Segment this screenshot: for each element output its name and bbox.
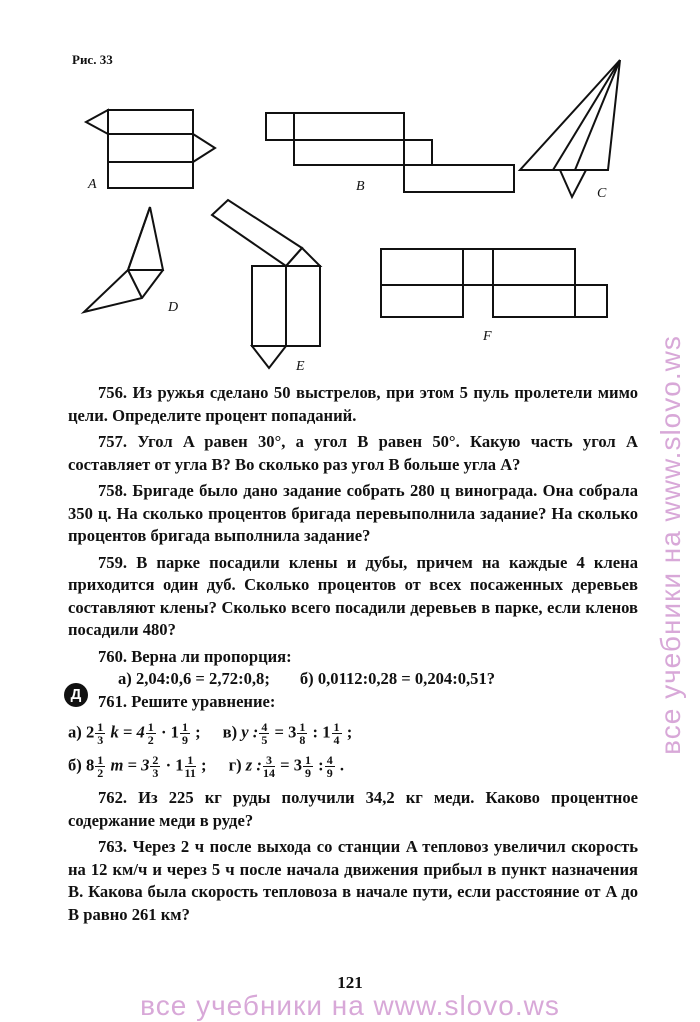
problem-number: 762. (98, 788, 128, 807)
equation-a: а) 2 $\frac{1}{3}$ k = 4 $\frac{1}{2}$ · 1 $\frac{1}{9}$ ; (68, 720, 201, 747)
homework-badge: Д (64, 683, 88, 707)
label-f: F (483, 329, 492, 344)
problem-number: 757. (98, 432, 128, 451)
problem-text: Решите уравнение: (131, 691, 276, 711)
problem-758 (68, 480, 638, 548)
problem-number: 763. (98, 837, 128, 856)
problem-759 (68, 552, 638, 642)
equation-row-2 (68, 754, 638, 779)
problem-text: Верна ли пропорция: (131, 646, 292, 666)
problem-text: В парке посадили клены и дубы, причем на каждые 4 клена приходится один дуб. Сколько процентов от всех посаженных деревьев составляют клены? Сколько всего посадили деревьев в парке, если кленов посадили 480? (68, 552, 638, 639)
net-e (212, 200, 320, 368)
label-e: E (296, 359, 305, 374)
net-f (381, 249, 607, 317)
problem-763 (68, 836, 638, 926)
net-d (84, 207, 163, 312)
label-c: C (597, 186, 607, 201)
problem-text: Угол A равен 30°, а угол B равен 50°. Какую часть угол A составляет от угла B? Во сколько раз угол B больше угла A? (68, 432, 638, 474)
equation-row-1 (68, 721, 638, 746)
problem-number: 761. (98, 691, 128, 711)
equation-g: г) z : $\frac{3}{14}$ = 3 $\frac{1}{9}$ : $\frac{4}{9}$ . (228, 753, 344, 780)
problem-text: Через 2 ч после выхода со станции A тепловоз увеличил скорость на 12 км/ч и через 5 ч после начала движения прибыл в пункт назначения B. Какова была скорость тепловоза в начале пути, если расстояние от A до B равно 261 км? (68, 837, 638, 924)
net-b (266, 113, 514, 192)
problem-number: 760. (98, 646, 128, 666)
figure-caption: Рис. 33 (72, 52, 113, 67)
equation-b: б) 8 $\frac{1}{2}$ m = 3 $\frac{2}{3}$ · 1 $\frac{1}{11}$ ; (68, 753, 207, 780)
option-b: б) 0,0112:0,28 = 0,204:0,51? (299, 669, 496, 688)
problem-number: 756. (98, 383, 128, 402)
problem-number: 759. (98, 552, 128, 572)
problem-text: Из ружья сделано 50 выстрелов, при этом 5 пуль пролетели мимо цели. Определите процент попаданий. (68, 383, 638, 425)
problem-757 (68, 431, 638, 476)
equation-v: в) y : $\frac{4}{5}$ = 3 $\frac{1}{8}$ : 1 $\frac{1}{4}$ ; (222, 720, 353, 747)
problem-number: 758. (98, 481, 128, 500)
page-number: 121 (337, 973, 363, 992)
watermark-bottom: все учебники на www.slovo.ws (140, 990, 560, 1021)
problem-text: Бригаде было дано задание собрать 280 ц винограда. Она собрала 350 ц. На сколько процентов бригада перевыполнила задание? На сколько процентов бригада выполнила задание? (68, 481, 639, 545)
option-a: а) 2,04:0,6 = 2,72:0,8; (118, 669, 270, 688)
problems-block (68, 382, 638, 926)
label-d: D (168, 300, 179, 315)
net-c (520, 60, 620, 197)
figure-nets (0, 0, 700, 380)
problem-text: Из 225 кг руды получили 34,2 кг меди. Каково процентное содержание меди в руде? (68, 788, 638, 830)
problem-760-options (68, 668, 638, 691)
problem-756 (68, 382, 638, 427)
label-b: B (356, 179, 365, 194)
watermark-side: все учебники на www.slovo.ws (655, 335, 686, 755)
problem-761 (68, 691, 638, 714)
problem-762 (68, 787, 638, 832)
problem-760 (68, 646, 638, 669)
label-a: A (88, 177, 97, 192)
net-a (86, 110, 215, 188)
